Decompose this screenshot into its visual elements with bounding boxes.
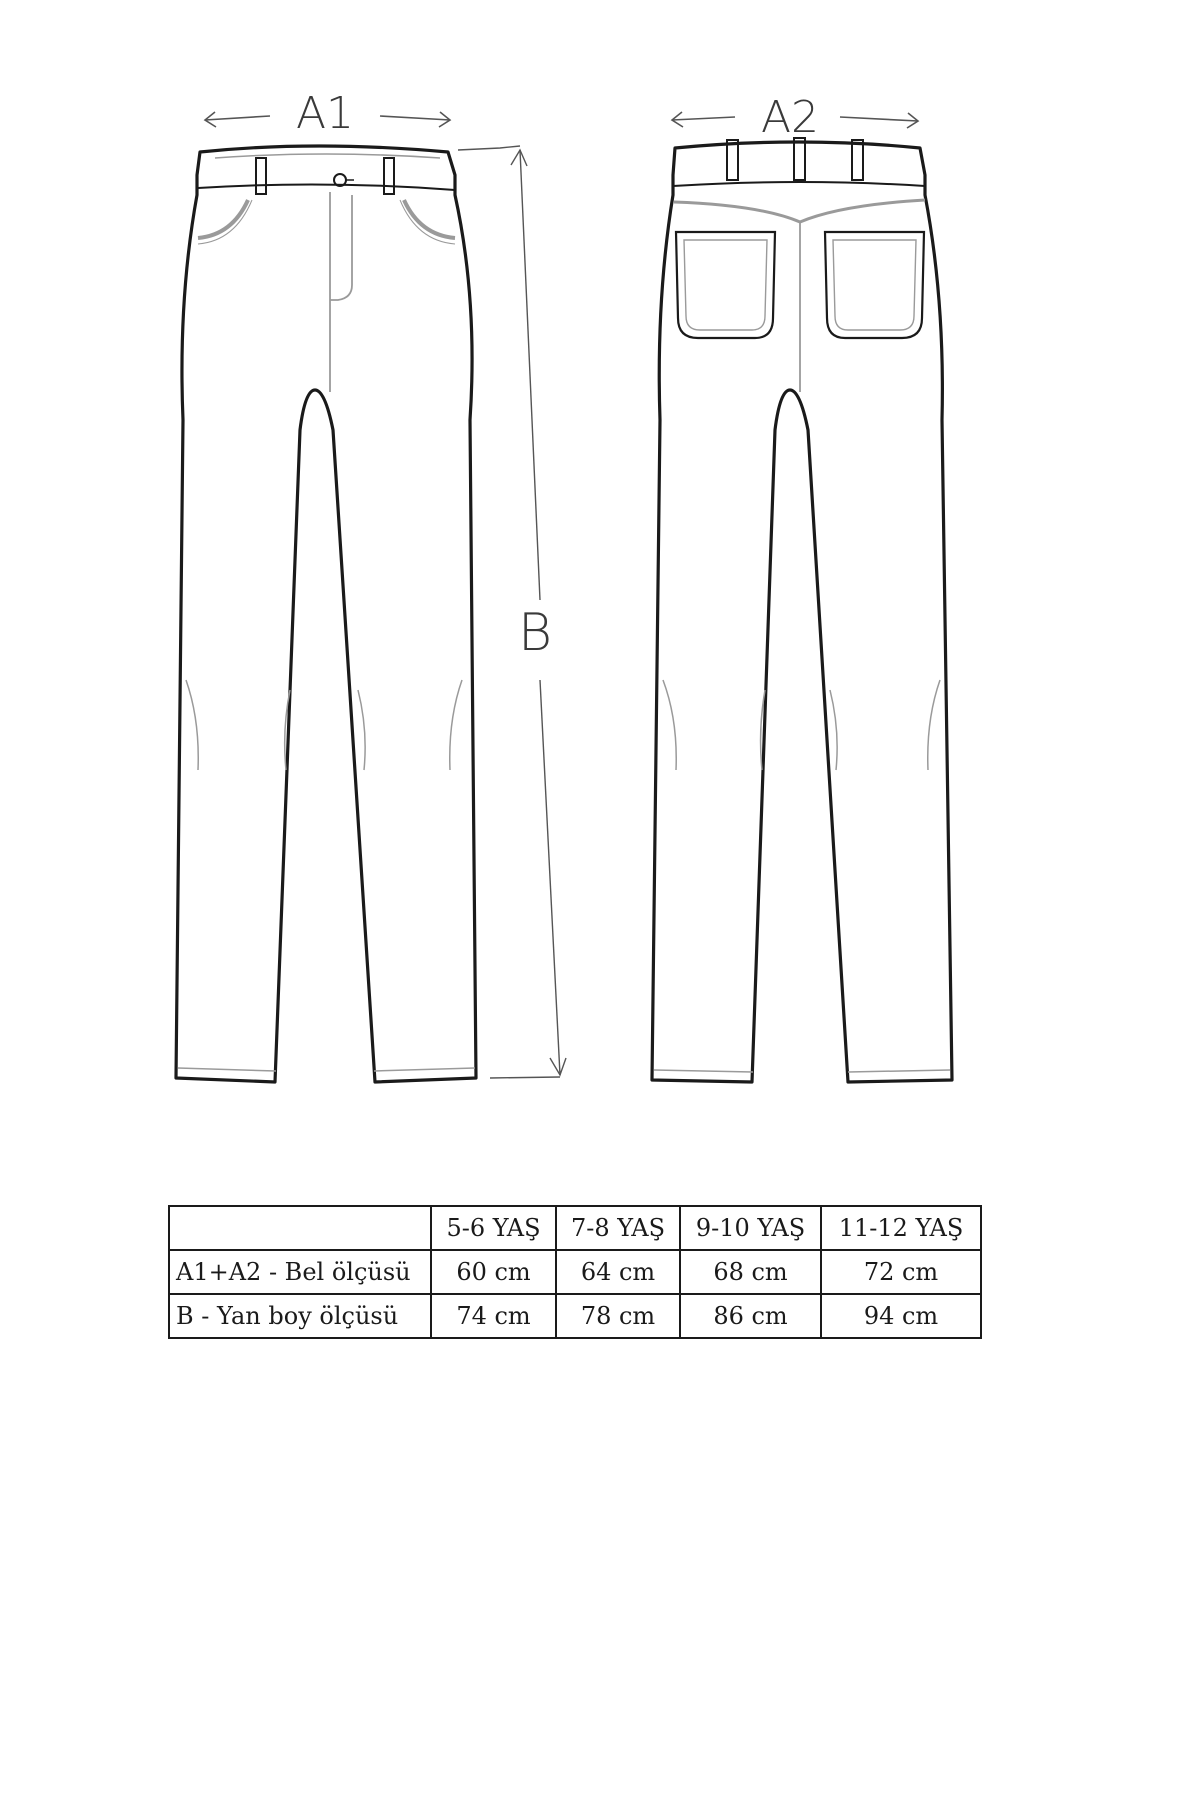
table-header-row: [169, 1206, 981, 1250]
back-belt-loop-center: [794, 138, 805, 180]
front-knee-crease-left: [186, 680, 198, 770]
front-waistband-line: [198, 184, 455, 190]
back-hem-stitch-right: [848, 1070, 950, 1072]
front-knee-crease-right: [358, 690, 365, 770]
column-header-9-10: 9-10 YAŞ: [680, 1206, 821, 1250]
front-hem-stitch-left: [178, 1068, 276, 1071]
table-cell: 78 cm: [556, 1294, 680, 1338]
front-belt-loop-left: [256, 158, 266, 194]
back-pocket-left: [676, 232, 775, 338]
front-fly-stitch: [330, 195, 352, 300]
back-knee-crease-right: [830, 690, 837, 770]
front-belt-loop-right: [384, 158, 394, 194]
back-belt-loop-left: [727, 140, 738, 180]
front-hem-stitch-right: [374, 1068, 475, 1071]
front-waist-label: A1: [295, 88, 355, 139]
table-corner-cell: [169, 1206, 431, 1250]
row-label-side-length: B - Yan boy ölçüsü: [169, 1294, 431, 1338]
back-pants-view: [652, 138, 952, 1082]
column-header-5-6: 5-6 YAŞ: [431, 1206, 556, 1250]
front-pants-view: [176, 146, 476, 1082]
back-pocket-right: [825, 232, 924, 338]
front-pocket-right: [404, 200, 455, 238]
front-pocket-left: [198, 200, 248, 238]
table-cell: 86 cm: [680, 1294, 821, 1338]
table-cell: 72 cm: [821, 1250, 981, 1294]
table-row: [169, 1294, 981, 1338]
table-cell: 60 cm: [431, 1250, 556, 1294]
table-cell: 64 cm: [556, 1250, 680, 1294]
back-waist-label: A2: [760, 92, 820, 143]
front-waistband-inner: [215, 154, 440, 158]
table-row: [169, 1250, 981, 1294]
back-hem-stitch-left: [654, 1070, 753, 1072]
back-waistband-line: [673, 182, 925, 186]
row-label-waist: A1+A2 - Bel ölçüsü: [169, 1250, 431, 1294]
back-yoke-seam: [674, 200, 925, 222]
column-header-11-12: 11-12 YAŞ: [821, 1206, 981, 1250]
back-pants-outline: [652, 142, 952, 1082]
table-cell: 68 cm: [680, 1250, 821, 1294]
back-knee-crease-left: [663, 680, 676, 770]
table-cell: 74 cm: [431, 1294, 556, 1338]
back-belt-loop-right: [852, 140, 863, 180]
measurement-annotations: [205, 88, 918, 1078]
side-length-label: B: [517, 603, 553, 663]
size-chart-table: [168, 1205, 982, 1339]
column-header-7-8: 7-8 YAŞ: [556, 1206, 680, 1250]
front-pants-outline: [176, 146, 476, 1082]
table-cell: 94 cm: [821, 1294, 981, 1338]
